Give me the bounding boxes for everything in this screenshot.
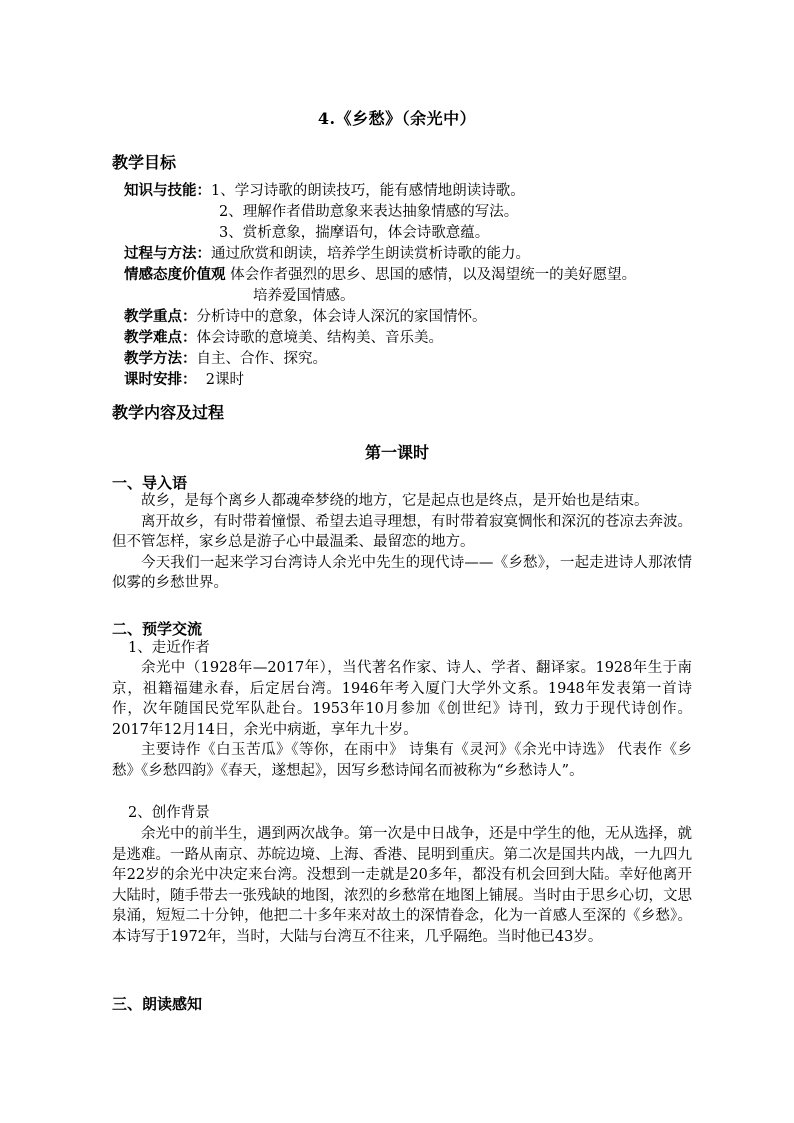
section1-body — [112, 491, 692, 594]
section1-para-3: 今天我们一起来学习台湾诗人余光中先生的现代诗——《乡愁》，一起走进诗人那浓情似雾的乡愁世界。 — [112, 554, 692, 592]
section2-sub1-body — [112, 658, 692, 782]
section1-para-2: 离开故乡，有时带着憧憬、希望去追寻理想，有时带着寂寞惆怅和深沉的苍凉去奔波。但不管怎样，家乡总是游子心中最温柔、最留恋的地方。 — [112, 513, 692, 551]
section2-sub2-body — [112, 824, 692, 948]
emotion-text-2: 培养爱国情感。 — [253, 288, 355, 304]
schedule-text: 2课时 — [205, 372, 244, 388]
emotion-text-1: 体会作者强烈的思乡、思国的感情，以及渴望统一的美好愿望。 — [230, 267, 637, 283]
key-point-label: 教学重点： — [124, 308, 197, 325]
emotion-line — [124, 265, 636, 285]
section1-para-1: 故乡，是每个离乡人都魂牵梦绕的地方，它是起点也是终点，是开始也是结束。 — [141, 493, 649, 509]
knowledge-item-1: 1、学习诗歌的朗读技巧，能有感情地朗读诗歌。 — [211, 183, 525, 199]
emotion-label: 情感态度价值观 — [124, 266, 226, 283]
section2-sub1: 1、走近作者 — [128, 640, 210, 656]
author-works-para: 主要诗作《白玉苦瓜》《等你，在雨中》 诗集有《灵河》《余光中诗选》 代表作《乡愁》《乡愁四韵》《春天，遂想起》，因写乡愁诗闻名而被称为“乡愁诗人”。 — [112, 742, 692, 779]
objectives-heading: 教学目标 — [112, 153, 177, 172]
method-text: 自主、合作、探究。 — [196, 351, 327, 367]
method-line — [124, 349, 327, 369]
process-line — [124, 244, 530, 264]
knowledge-label: 知识与技能： — [124, 182, 211, 199]
section3-heading: 三、朗读感知 — [112, 995, 203, 1013]
schedule-line — [124, 370, 244, 390]
difficulty-text: 体会诗歌的意境美、结构美、音乐美。 — [196, 330, 443, 346]
section1-heading: 一、导入语 — [112, 474, 188, 492]
lesson1-heading: 第一课时 — [364, 443, 429, 462]
knowledge-item-2: 2、理解作者借助意象来表达抽象情感的写法。 — [219, 204, 519, 220]
difficulty-line — [124, 328, 443, 348]
knowledge-line-1 — [124, 181, 525, 201]
difficulty-label: 教学难点： — [124, 329, 197, 346]
method-label: 教学方法： — [124, 350, 197, 367]
knowledge-item-3: 3、赏析意象，揣摩语句，体会诗歌意蕴。 — [219, 225, 490, 241]
section2-heading: 二、预学交流 — [112, 620, 203, 638]
schedule-label: 课时安排： — [124, 371, 197, 388]
background-para: 余光中的前半生，遇到两次战争。第一次是中日战争，还是中学生的他，无从选择，就是逃难。一路从南京、苏皖边境、上海、香港、昆明到重庆。第二次是国共内战，一九四九年22岁的余光中决定来台湾。没想到一走就是20多年，都没有机会回到大陆。幸好他离开大陆时，随手带去一张残缺的地图，浓烈的乡愁常在地图上铺展。当时由于思乡心切，文思泉涌，短短二十分钟，他把二十多年来对故土的深情眷念，化为一首感人至深的《乡愁》。本诗写于1972年，当时，大陆与台湾互不往来，几乎隔绝。当时他已43岁。 — [112, 826, 692, 945]
section2-sub2: 2、创作背景 — [128, 805, 210, 821]
page-title: 4.《乡愁》（余光中） — [317, 109, 477, 128]
process-text: 通过欣赏和朗读，培养学生朗读赏析诗歌的能力。 — [211, 246, 530, 262]
key-point-line — [124, 307, 487, 327]
content-heading: 教学内容及过程 — [112, 403, 225, 422]
key-point-text: 分析诗中的意象，体会诗人深沉的家国情怀。 — [196, 309, 487, 325]
process-label: 过程与方法： — [124, 245, 211, 262]
author-bio-para: 余光中（1928年—2017年），当代著名作家、诗人、学者、翻译家。1928年生于南京，祖籍福建永春，后定居台湾。1946年考入厦门大学外文系。1948年发表第一首诗作，次年随国民党军队赴台。1953年10月参加《创世纪》诗刊，致力于现代诗创作。2017年12月14日，余光中病逝，享年九十岁。 — [112, 660, 692, 738]
